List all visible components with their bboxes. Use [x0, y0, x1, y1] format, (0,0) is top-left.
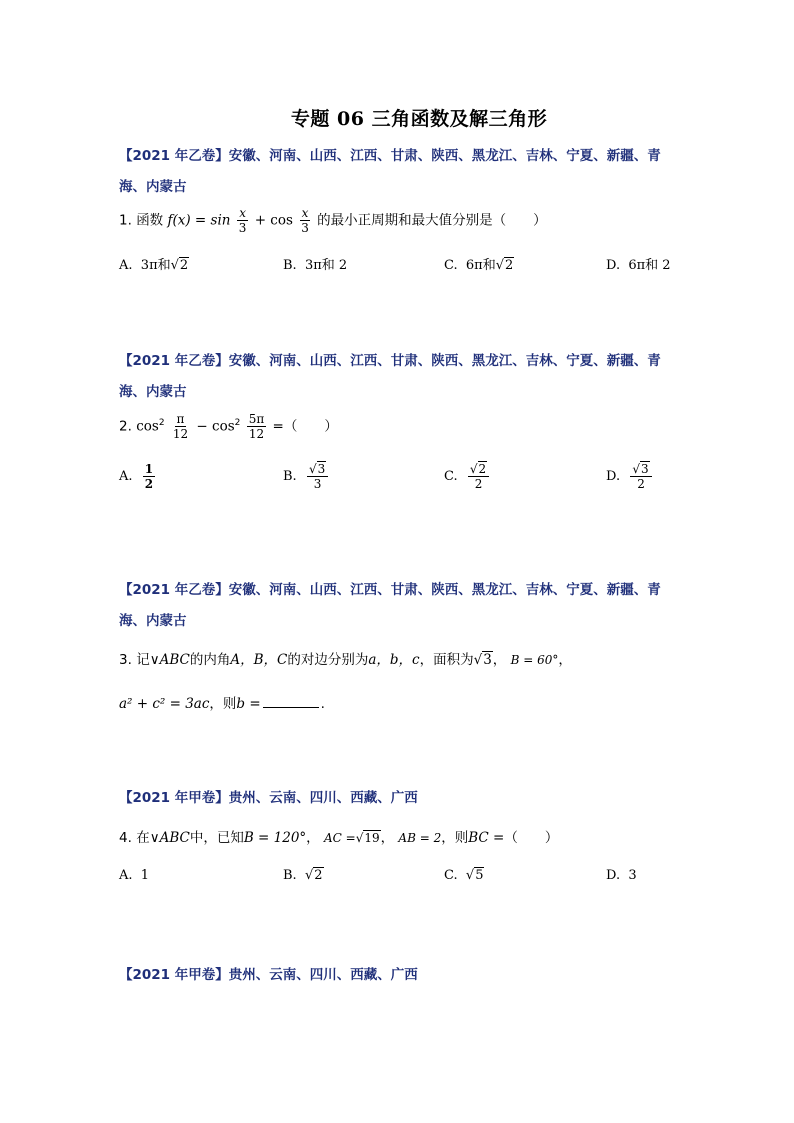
- question-2: 2. $\cos^2$ $\frac{\pi}{12}$ − $\cos^2$ $\frac{5\pi}{12}$ =（ ）: [119, 412, 338, 441]
- option-c: C. $\frac{√2}{2}$: [444, 462, 491, 491]
- source-line: 海、内蒙古: [119, 613, 187, 629]
- source-line: 【2021 年乙卷】安徽、河南、山西、江西、甘肃、陕西、黑龙江、吉林、宁夏、新疆、青: [119, 353, 661, 369]
- source-line: 海、内蒙古: [119, 384, 187, 400]
- fraction: $\frac{\pi}{12}$: [172, 412, 189, 441]
- option-c: C. 6π和√2: [444, 258, 514, 273]
- source-header-q1: [119, 141, 689, 203]
- source-header-q4: [119, 783, 689, 814]
- option-d: D. 3: [606, 868, 637, 883]
- question-text: 的最小正周期和最大值分别是（ ）: [317, 212, 547, 229]
- option-b: B. √2: [283, 868, 323, 883]
- option-d: D. 6π和 2: [606, 258, 671, 273]
- question-text: 函数: [136, 212, 164, 229]
- option-a: A. 1: [119, 868, 150, 883]
- question-1: [119, 206, 547, 235]
- option-d: D. $\frac{√3}{2}$: [606, 462, 654, 491]
- page-title: 专题 06 三角函数及解三角形: [290, 108, 548, 130]
- math-expression: cos: [136, 418, 159, 435]
- source-header-q2: [119, 346, 689, 408]
- option-a: A. $\frac{1}{2}$: [119, 462, 154, 491]
- fraction: $\frac{x}{3}$: [301, 206, 309, 235]
- math-expression: − cos: [196, 418, 235, 435]
- question-number: 1.: [119, 212, 132, 229]
- question-4: 4. 在∨ABC中，已知B = 120°， AC =√19， AB = 2，则BC =（ ）: [119, 830, 559, 846]
- source-line: 【2021 年甲卷】贵州、云南、四川、西藏、广西: [119, 967, 418, 983]
- question-number: 3.: [119, 652, 132, 668]
- option-a: A. 3π和√2: [119, 258, 189, 273]
- option-c: C. √5: [444, 868, 484, 883]
- question-number: 2.: [119, 418, 132, 435]
- question-3-line-2: a² + c² = 3ac，则b = .: [119, 696, 325, 712]
- question-text: =（ ）: [272, 418, 338, 435]
- source-line: 【2021 年乙卷】安徽、河南、山西、江西、甘肃、陕西、黑龙江、吉林、宁夏、新疆、青: [119, 148, 661, 164]
- source-line: 【2021 年甲卷】贵州、云南、四川、西藏、广西: [119, 790, 418, 806]
- question-3: 3. 记∨ABC的内角A，B，C的对边分别为a，b，c，面积为√3， B = 60°，: [119, 652, 572, 668]
- option-b: B. 3π和 2: [283, 258, 348, 273]
- math-expression: + cos: [254, 212, 293, 229]
- source-line: 【2021 年乙卷】安徽、河南、山西、江西、甘肃、陕西、黑龙江、吉林、宁夏、新疆、青: [119, 582, 661, 598]
- answer-blank[interactable]: [263, 695, 319, 708]
- fraction: $\frac{x}{3}$: [238, 206, 247, 235]
- option-b: B. $\frac{√3}{3}$: [283, 462, 330, 491]
- source-header-q5: [119, 960, 689, 991]
- math-expression: f(x) = sin: [167, 212, 231, 229]
- source-line: 海、内蒙古: [119, 179, 187, 195]
- fraction: $\frac{5\pi}{12}$: [248, 412, 265, 441]
- source-header-q3: [119, 575, 689, 637]
- question-number: 4.: [119, 830, 132, 846]
